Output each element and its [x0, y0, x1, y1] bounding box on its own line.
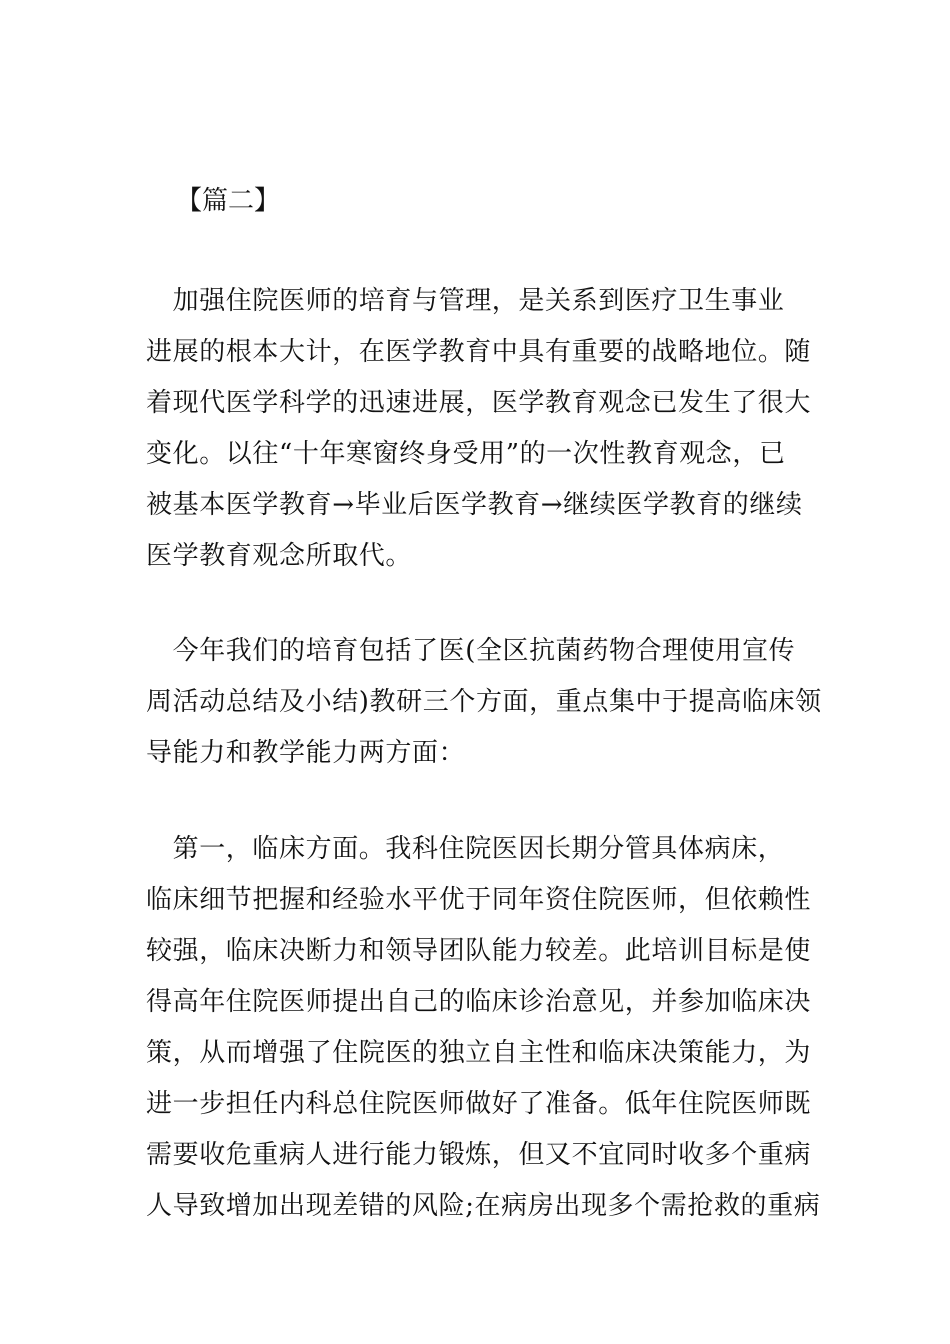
paragraph-1: [146, 276, 812, 582]
paragraph-line: 较强，临床决断力和领导团队能力较差。此培训目标是使: [146, 936, 812, 966]
paragraph-3: [146, 824, 821, 1232]
paragraph-line: 着现代医学科学的迅速进展，医学教育观念已发生了很大: [146, 388, 812, 418]
paragraph-line: 导能力和教学能力两方面：: [146, 738, 466, 768]
paragraph-line: 需要收危重病人进行能力锻炼，但又不宜同时收多个重病: [146, 1140, 812, 1170]
section-heading: 【篇二】: [176, 186, 281, 216]
paragraph-line: 临床细节把握和经验水平优于同年资住院医师，但依赖性: [146, 885, 812, 915]
paragraph-line: 进一步担任内科总住院医师做好了准备。低年住院医师既: [146, 1089, 812, 1119]
paragraph-line: 医学教育观念所取代。: [146, 541, 413, 571]
paragraph-line: 得高年住院医师提出自己的临床诊治意见，并参加临床决: [146, 987, 812, 1017]
paragraph-line: 变化。以往“十年寒窗终身受用”的一次性教育观念，已: [146, 439, 786, 469]
paragraph-line: 人导致增加出现差错的风险;在病房出现多个需抢救的重病: [146, 1191, 821, 1221]
paragraph-line: 周活动总结及小结)教研三个方面，重点集中于提高临床领: [146, 687, 822, 717]
paragraph-line: 第一，临床方面。我科住院医因长期分管具体病床，: [146, 834, 785, 864]
paragraph-line: 策，从而增强了住院医的独立自主性和临床决策能力，为: [146, 1038, 812, 1068]
paragraph-2: [146, 626, 822, 779]
paragraph-line: 进展的根本大计，在医学教育中具有重要的战略地位。随: [146, 337, 812, 367]
paragraph-line: 今年我们的培育包括了医(全区抗菌药物合理使用宣传: [146, 636, 796, 666]
paragraph-line: 加强住院医师的培育与管理，是关系到医疗卫生事业: [146, 286, 785, 316]
paragraph-line: 被基本医学教育→毕业后医学教育→继续医学教育的继续: [146, 490, 803, 520]
